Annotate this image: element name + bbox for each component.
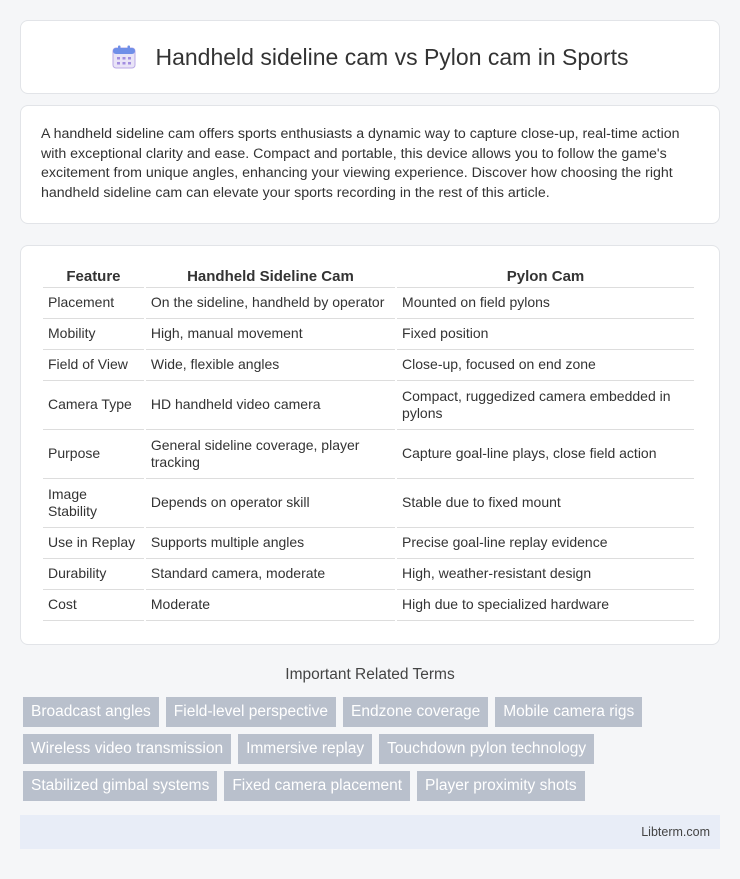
table-cell: Stable due to fixed mount — [397, 479, 694, 528]
tag-row — [23, 771, 723, 801]
footer — [20, 815, 720, 849]
table-cell: General sideline coverage, player tracking — [146, 430, 395, 479]
table-cell: Capture goal-line plays, close field action — [397, 430, 694, 479]
page-title: Handheld sideline cam vs Pylon cam in Sports — [155, 43, 629, 70]
tag-wireless-video-transmission[interactable]: Wireless video transmission — [23, 734, 231, 764]
table-cell: Mounted on field pylons — [397, 288, 694, 319]
header-feature: Feature — [43, 264, 144, 288]
table-cell: Durability — [43, 559, 144, 590]
table-cell: Fixed position — [397, 319, 694, 350]
table-row — [43, 319, 694, 350]
header-pylon: Pylon Cam — [397, 264, 694, 288]
table-header-row — [43, 264, 694, 288]
tag-stabilized-gimbal-systems[interactable]: Stabilized gimbal systems — [23, 771, 217, 801]
table-cell: Use in Replay — [43, 528, 144, 559]
table-cell: Close-up, focused on end zone — [397, 350, 694, 381]
tag-endzone-coverage[interactable]: Endzone coverage — [343, 697, 488, 727]
footer-site-link[interactable]: Libterm.com — [641, 825, 710, 839]
tag-mobile-camera-rigs[interactable]: Mobile camera rigs — [495, 697, 642, 727]
table-cell: HD handheld video camera — [146, 381, 395, 430]
tag-row — [23, 697, 723, 727]
related-terms-title: Important Related Terms — [285, 666, 455, 683]
table-row — [43, 528, 694, 559]
related-terms-tags — [23, 697, 723, 808]
table-cell: On the sideline, handheld by operator — [146, 288, 395, 319]
intro-card — [20, 105, 720, 224]
table-row — [43, 559, 694, 590]
table-cell: Field of View — [43, 350, 144, 381]
table-row — [43, 350, 694, 381]
table-cell: Placement — [43, 288, 144, 319]
tag-row — [23, 734, 723, 764]
tag-touchdown-pylon-technology[interactable]: Touchdown pylon technology — [379, 734, 594, 764]
tag-field-level-perspective[interactable]: Field-level perspective — [166, 697, 336, 727]
header-handheld: Handheld Sideline Cam — [146, 264, 395, 288]
tag-broadcast-angles[interactable]: Broadcast angles — [23, 697, 159, 727]
intro-text: A handheld sideline cam offers sports enthusiasts a dynamic way to capture close-up, real-time action with exceptional clarity and ease. Compact and portable, this device allows you to follow the game's excitement from unique angles, enhancing your viewing experience. Discover how choosing the right handheld sideline cam can elevate your sports recording in the rest of this article. — [41, 126, 680, 201]
table-row — [43, 288, 694, 319]
tag-immersive-replay[interactable]: Immersive replay — [238, 734, 372, 764]
table-cell: Wide, flexible angles — [146, 350, 395, 381]
table-cell: High due to specialized hardware — [397, 590, 694, 621]
table-cell: Supports multiple angles — [146, 528, 395, 559]
table-row — [43, 590, 694, 621]
table-cell: Camera Type — [43, 381, 144, 430]
table-cell: High, weather-resistant design — [397, 559, 694, 590]
comparison-table — [41, 264, 696, 621]
title-card — [20, 20, 720, 94]
table-cell: Standard camera, moderate — [146, 559, 395, 590]
table-row — [43, 479, 694, 528]
table-cell: Precise goal-line replay evidence — [397, 528, 694, 559]
calendar-icon — [111, 44, 137, 70]
comparison-card — [20, 245, 720, 645]
tag-player-proximity-shots[interactable]: Player proximity shots — [417, 771, 585, 801]
table-cell: Depends on operator skill — [146, 479, 395, 528]
table-cell: Cost — [43, 590, 144, 621]
table-cell: Purpose — [43, 430, 144, 479]
table-cell: High, manual movement — [146, 319, 395, 350]
table-row — [43, 381, 694, 430]
table-cell: Image Stability — [43, 479, 144, 528]
table-row — [43, 430, 694, 479]
table-cell: Moderate — [146, 590, 395, 621]
table-cell: Compact, ruggedized camera embedded in pylons — [397, 381, 694, 430]
tag-fixed-camera-placement[interactable]: Fixed camera placement — [224, 771, 410, 801]
table-cell: Mobility — [43, 319, 144, 350]
